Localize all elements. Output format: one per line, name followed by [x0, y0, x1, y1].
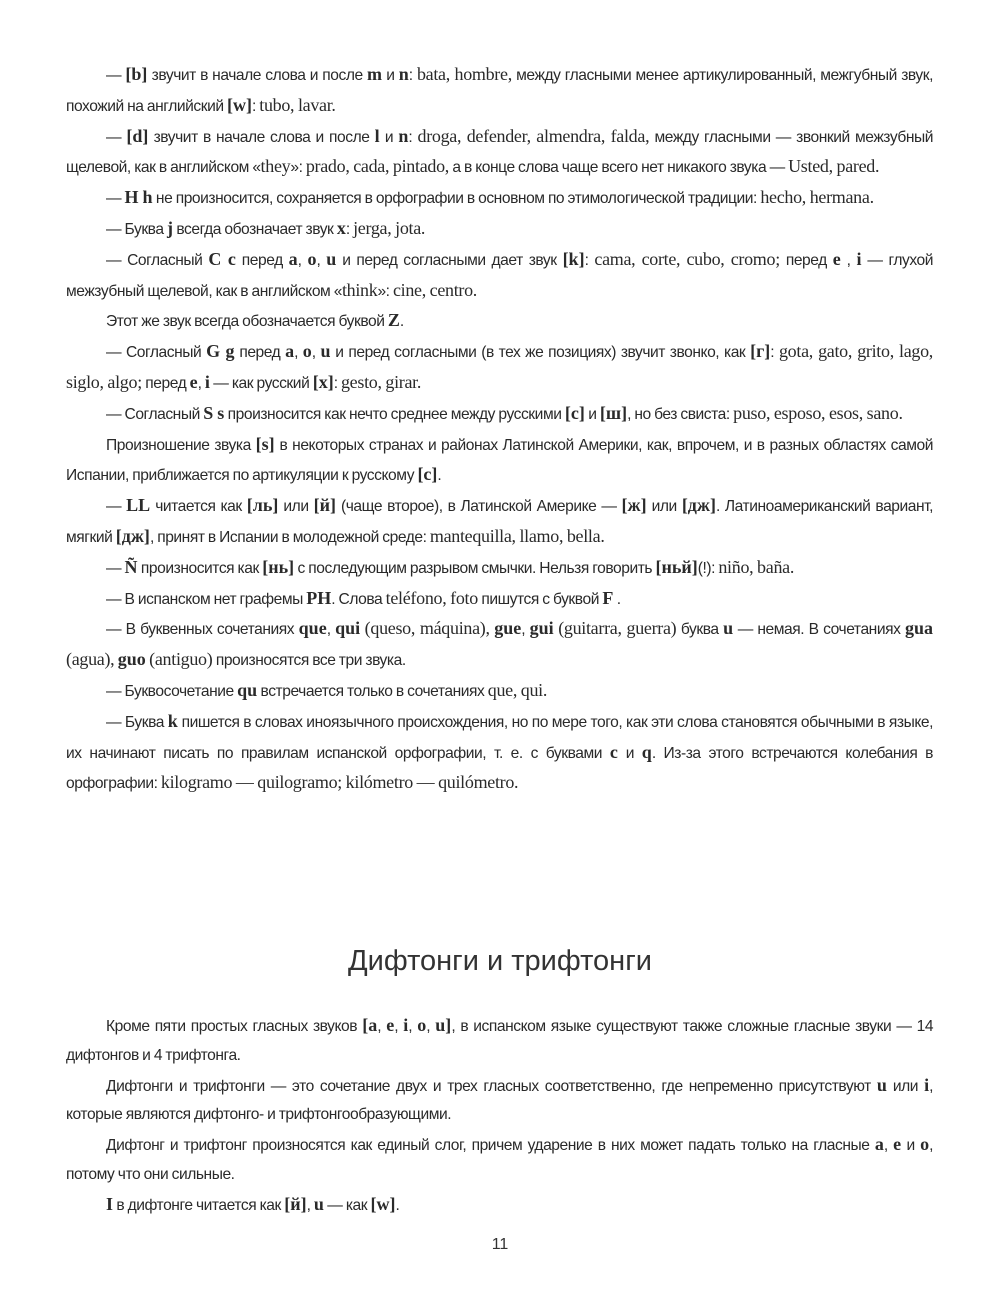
bold-term: c [609, 741, 618, 762]
text-run: — Согласный [106, 344, 207, 362]
paragraph [66, 60, 933, 122]
text-run: — как русский [209, 374, 313, 392]
spanish-example: bata, hombre, [416, 64, 512, 84]
bold-term: [s] [255, 433, 275, 454]
bold-term: [дж] [115, 525, 150, 546]
text-run: и [379, 128, 399, 146]
text-run: , [316, 251, 327, 269]
bold-term: [k] [562, 248, 585, 269]
text-run: , [306, 1196, 314, 1214]
text-run: Этот же звук всегда обозначается буквой [106, 313, 388, 331]
spanish-example: cama, corte, cubo, cromo; [594, 248, 780, 269]
text-run: перед [779, 251, 833, 269]
text-run: , [840, 251, 857, 269]
bold-term: [дж] [681, 495, 716, 516]
bold-term: [w] [370, 1193, 396, 1214]
bold-term: Ñ [124, 556, 138, 577]
text-run: с последующим разрывом смычки. Нельзя говорить [294, 559, 656, 577]
bold-term: [ш] [599, 402, 628, 423]
text-run: , [883, 1137, 894, 1155]
bold-term: a [874, 1134, 884, 1155]
bold-term: F [602, 587, 614, 608]
page-number: 11 [491, 1236, 509, 1253]
text-run: (!): [697, 559, 719, 577]
bold-term: u [876, 1074, 887, 1095]
text-run: , в испанском языке существуют также сложные гласные звуки — 14 дифтонгов и 4 трифтонга. [66, 1018, 934, 1064]
text-run: читается как [150, 498, 247, 516]
text-run: — немая. В сочетаниях [733, 621, 905, 639]
bold-term: a [288, 248, 298, 269]
text-run: или [278, 498, 314, 516]
text-run: и [382, 67, 399, 84]
diphthongs-section [66, 1011, 933, 1221]
text-run: — Буква [106, 220, 167, 238]
text-run: — Буквосочетание [106, 682, 238, 700]
text-run: — В испанском нет графемы [106, 590, 307, 608]
text-run: : [251, 97, 260, 115]
bold-term: [й] [284, 1193, 307, 1214]
bold-term: o [417, 1015, 427, 1035]
text-run: — [106, 559, 125, 577]
bold-term: Z [387, 310, 400, 331]
text-run: Дифтонги и трифтонги — это сочетание двух и трех гласных соответственно, где непременно присутствуют [106, 1077, 877, 1095]
text-run: — как [323, 1196, 371, 1214]
bold-term: i [204, 371, 210, 392]
spanish-example: puso, esposo, esos, sano. [733, 402, 903, 423]
paragraph [66, 1071, 933, 1131]
bold-term: G g [206, 341, 235, 362]
main-text-section [66, 60, 933, 799]
bold-term: i [403, 1015, 409, 1035]
paragraph [66, 491, 933, 553]
spanish-example: (guitarra, guerra) [558, 618, 677, 639]
bold-term: [ньй] [655, 556, 698, 577]
text-run: перед [235, 251, 289, 269]
text-run: : [770, 344, 779, 362]
paragraph [66, 430, 933, 492]
text-run: или [886, 1077, 925, 1095]
paragraph [66, 399, 933, 430]
bold-term: e [832, 248, 841, 269]
spanish-example: hecho, hermana. [760, 187, 874, 208]
spanish-example: jerga, jota. [353, 217, 426, 238]
text-run: в дифтонге читается как [113, 1196, 285, 1214]
paragraph [66, 337, 933, 399]
text-run: в некоторых странах и районах Латинской Америки, как, впрочем, и в разных областях самой Испании, приближается по артикуляции к русскому [66, 436, 933, 485]
spanish-example: (antiguo) [149, 649, 213, 670]
spanish-example: mantequilla, llamo, bella. [429, 525, 605, 546]
text-run: , [326, 621, 336, 639]
bold-term: e [189, 371, 198, 392]
bold-term: C c [208, 248, 236, 269]
bold-term: q [641, 741, 652, 762]
text-run: . Из-за этого встречаются колебания в орфографии: [66, 744, 933, 793]
bold-term: o [920, 1134, 930, 1155]
paragraph [66, 306, 933, 337]
text-run: , [294, 344, 303, 362]
text-run: — [106, 67, 126, 84]
paragraph [66, 553, 933, 584]
bold-term: qu [237, 679, 258, 700]
spanish-example: (queso, máquina), [364, 618, 490, 639]
bold-term: I [106, 1193, 114, 1214]
bold-term: gua [904, 618, 933, 639]
spanish-example: niño, baña. [718, 556, 795, 577]
text-run: между гласными менее артикулированный, межгубный звук, похожий на английский [66, 67, 933, 115]
text-run: Дифтонг и трифтонг произносятся как единый слог, причем ударение в них может падать только на гласные [106, 1137, 875, 1155]
text-run: — [106, 498, 127, 516]
paragraph [66, 1190, 933, 1221]
bold-term: m [367, 64, 382, 84]
bold-term: u [326, 248, 337, 269]
bold-term: i [856, 248, 862, 269]
bold-term: j [166, 217, 173, 238]
text-run: — Согласный [106, 405, 204, 423]
text-run: произносится как [137, 559, 263, 577]
text-run: перед [234, 344, 286, 362]
text-run: : [408, 128, 418, 146]
spanish-example: think [341, 279, 378, 300]
text-run: , [377, 1018, 387, 1035]
bold-term: [w] [226, 94, 252, 115]
spanish-example: tubo, lavar. [259, 94, 336, 115]
text-run: Произношение звука [106, 436, 256, 454]
text-run: пишется в словах иноязычного происхождения, но по мере того, как эти слова становятся обычными в языке, их начинают писать по правилам испанской орфографии, т. е. с буквами [66, 713, 933, 762]
text-run: и перед согласными дает звук [336, 251, 563, 269]
paragraph [66, 1130, 933, 1190]
text-run: и [584, 405, 600, 423]
spanish-example: gesto, girar. [340, 371, 422, 392]
paragraph [66, 183, 933, 214]
paragraph [66, 122, 933, 184]
text-run: звучит в начале слова и после [148, 128, 375, 146]
bold-term: gui [529, 618, 554, 639]
bold-term: [ль] [246, 495, 279, 516]
spanish-example: gota, gato, grito, lago, siglo, algo; [66, 341, 933, 392]
bold-term: [c] [417, 464, 438, 485]
text-run: , потому что они сильные. [66, 1137, 934, 1183]
spanish-example: they [260, 156, 291, 177]
text-run: . [395, 1196, 400, 1214]
bold-term: [a [362, 1015, 378, 1035]
text-run: буква [676, 621, 724, 639]
bold-term: e [893, 1134, 902, 1155]
bold-term: gue [494, 618, 522, 639]
text-run: , [297, 251, 308, 269]
bold-term: u] [435, 1015, 452, 1035]
text-run: Кроме пяти простых гласных звуков [106, 1018, 363, 1035]
paragraph [66, 214, 933, 245]
text-run: . [613, 590, 621, 608]
spanish-example: que, qui. [487, 679, 548, 700]
bold-term: [x] [312, 371, 334, 392]
paragraph [66, 245, 933, 307]
spanish-example: (agua), [66, 649, 115, 670]
paragraph [66, 707, 933, 799]
paragraph [66, 614, 933, 676]
bold-term: o [307, 248, 317, 269]
bold-term: e [386, 1015, 395, 1035]
bold-term: LL [126, 495, 151, 516]
text-run: — [106, 190, 125, 208]
text-run: а в конце слова чаще всего нет никакого звука — [449, 159, 789, 177]
bold-term: x [336, 217, 346, 238]
text-run: , [394, 1018, 404, 1035]
text-run: . [437, 467, 442, 485]
text-run: . Латиноамериканский вариант, мягкий [66, 498, 934, 546]
spanish-example: teléfono, foto [385, 587, 478, 608]
text-run: и [901, 1137, 921, 1155]
text-run: всегда обозначает звук [172, 220, 337, 238]
bold-term: n [398, 125, 409, 146]
bold-term: [ж] [621, 495, 647, 516]
bold-term: que [298, 618, 327, 639]
paragraph [66, 584, 933, 615]
bold-term: l [374, 125, 380, 146]
spanish-example: prado, cada, pintado, [305, 156, 449, 177]
text-run: , [426, 1018, 436, 1035]
bold-term: [d] [126, 125, 149, 146]
text-run: произносится как нечто среднее между русскими [224, 405, 565, 423]
text-run: : [345, 220, 354, 238]
bold-term: [г] [750, 341, 771, 362]
text-run: »: [290, 159, 306, 177]
text-run: . Слова [331, 590, 386, 608]
text-run: : [408, 67, 417, 84]
text-run: (чаще второе), в Латинской Америке — [335, 498, 622, 516]
bold-term: [b] [125, 64, 148, 84]
bold-term: n [398, 64, 409, 84]
text-run: , [311, 344, 321, 362]
bold-term: i [924, 1074, 930, 1095]
bold-term: [й] [313, 495, 336, 516]
bold-term: a [285, 341, 295, 362]
text-run: пишутся с буквой [477, 590, 603, 608]
bold-term: k [167, 710, 178, 731]
text-run: и перед согласными (в тех же позициях) звучит звонко, как [330, 344, 751, 362]
spanish-example: cine, centro. [392, 279, 478, 300]
text-run: или [646, 498, 682, 516]
text-run: — [106, 128, 127, 146]
text-run: встречается только в сочетаниях [257, 682, 488, 700]
text-run: : [333, 374, 341, 392]
section-heading: Дифтонги и трифтонги [348, 945, 652, 977]
spanish-example: droga, defender, almendra, falda, [417, 125, 650, 146]
text-run: , [197, 374, 205, 392]
spanish-example: kilogramo — quilogramo; kilómetro — quilómetro. [160, 772, 519, 793]
text-run: перед [141, 374, 190, 392]
text-run: между гласными — звонкий межзубный щелевой, как в английском « [66, 128, 934, 177]
text-run: , которые являются дифтонго- и трифтонгообразующими. [66, 1077, 934, 1124]
text-run: — В буквенных сочетаниях [106, 621, 299, 639]
text-run: . [399, 313, 404, 331]
text-run: »: [377, 282, 393, 300]
text-run: , но без свиста: [627, 405, 734, 423]
bold-term: guo [117, 649, 146, 670]
bold-term: u [320, 341, 331, 362]
text-run: : [584, 251, 595, 269]
bold-term: PH [306, 587, 332, 608]
bold-term: o [302, 341, 312, 362]
text-run: — Буква [106, 713, 168, 731]
text-run: и [617, 744, 642, 762]
text-run: , [408, 1018, 418, 1035]
text-run: — Согласный [106, 251, 209, 269]
spanish-example: Usted, pared. [788, 156, 880, 177]
text-run: , принят в Испании в молодежной среде: [149, 528, 430, 546]
text-run: — глухой межзубный щелевой, как в английском « [66, 251, 934, 300]
text-run: произносятся все три звука. [212, 652, 406, 670]
bold-term: [нь] [262, 556, 295, 577]
bold-term: u [313, 1193, 324, 1214]
text-run: не произносится, сохраняется в орфографии в основном по этимологической традиции: [152, 190, 761, 208]
text-run: звучит в начале слова и после [147, 67, 367, 84]
bold-term: u [723, 618, 734, 639]
paragraph [66, 1011, 933, 1071]
bold-term: [c] [564, 402, 585, 423]
bold-term: qui [335, 618, 361, 639]
paragraph [66, 676, 933, 707]
bold-term: S s [203, 402, 225, 423]
bold-term: H h [124, 187, 153, 208]
text-run: , [521, 621, 530, 639]
